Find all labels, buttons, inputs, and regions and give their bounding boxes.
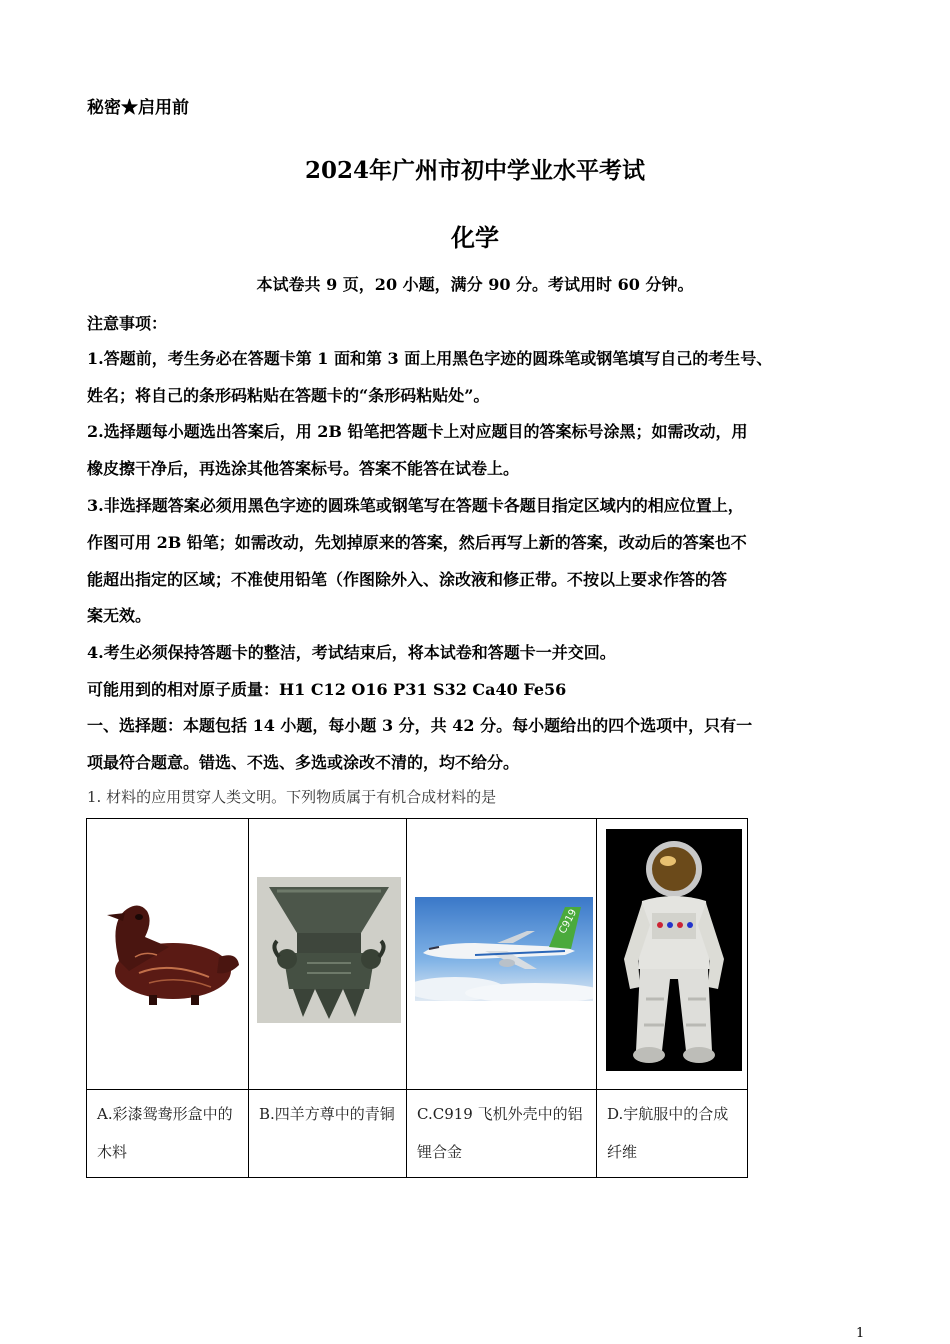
bronze-zun-image [257,877,401,1023]
secret-label: 秘密★启用前 [87,98,189,118]
option-b-caption: B.四羊方尊中的青铜 [249,1090,407,1178]
option-a-caption: A.彩漆鸳鸯形盒中的木料 [87,1090,249,1178]
lacquer-duck-box-image [99,891,241,1009]
c919-tail-text: C919 [557,907,580,936]
note-line: 能超出指定的区域；不准使用铅笔（作图除外入、涂改液和修正带。不按以上要求作答的答 [87,570,728,589]
atomic-masses: 可能用到的相对原子质量：H1 C12 O16 P31 S32 Ca40 Fe56 [87,680,567,699]
section-instructions: 项最符合题意。错选、不选、多选或涂改不清的，均不给分。 [87,753,520,772]
option-a-image-cell [87,819,249,1090]
note-line: 作图可用 2B 铅笔；如需改动，先划掉原来的答案，然后再写上新的答案，改动后的答案也不 [87,533,747,552]
section-instructions: 一、选择题：本题包括 14 小题，每小题 3 分，共 42 分。每小题给出的四个选项中，只有一 [87,716,753,735]
subject-title: 化学 [451,223,499,252]
option-d-image-cell [597,819,748,1090]
question-stem: 1. 材料的应用贯穿人类文明。下列物质属于有机合成材料的是 [87,788,497,806]
note-line: 2.选择题每小题选出答案后，用 2B 铅笔把答题卡上对应题目的答案标号涂黑；如需改动，用 [87,422,748,441]
note-line: 3.非选择题答案必须用黑色字迹的圆珠笔或钢笔写在答题卡各题目指定区域内的相应位置上， [87,496,744,515]
notes-heading: 注意事项： [87,314,168,333]
spacesuit-image [606,829,742,1071]
option-c-caption: C.C919 飞机外壳中的铝锂合金 [407,1090,597,1178]
c919-airplane-image [415,897,593,1001]
page-number: 1 [856,1326,865,1341]
note-line: 橡皮擦干净后，再选涂其他答案标号。答案不能答在试卷上。 [87,459,520,478]
exam-intro: 本试卷共 9 页，20 小题，满分 90 分。考试用时 60 分钟。 [256,275,694,294]
exam-title: 2024年广州市初中学业水平考试 [304,157,645,184]
note-line: 1.答题前，考生务必在答题卡第 1 面和第 3 面上用黑色字迹的圆珠笔或钢笔填写自己的考生号、 [87,349,773,368]
note-line: 姓名；将自己的条形码粘贴在答题卡的“条形码粘贴处”。 [87,386,490,405]
note-line: 案无效。 [87,606,152,625]
option-d-caption: D.宇航服中的合成纤维 [597,1090,748,1178]
note-line: 4.考生必须保持答题卡的整洁，考试结束后，将本试卷和答题卡一并交回。 [87,643,616,662]
option-b-image-cell [249,819,407,1090]
option-c-image-cell [407,819,597,1090]
options-table [86,818,748,1178]
